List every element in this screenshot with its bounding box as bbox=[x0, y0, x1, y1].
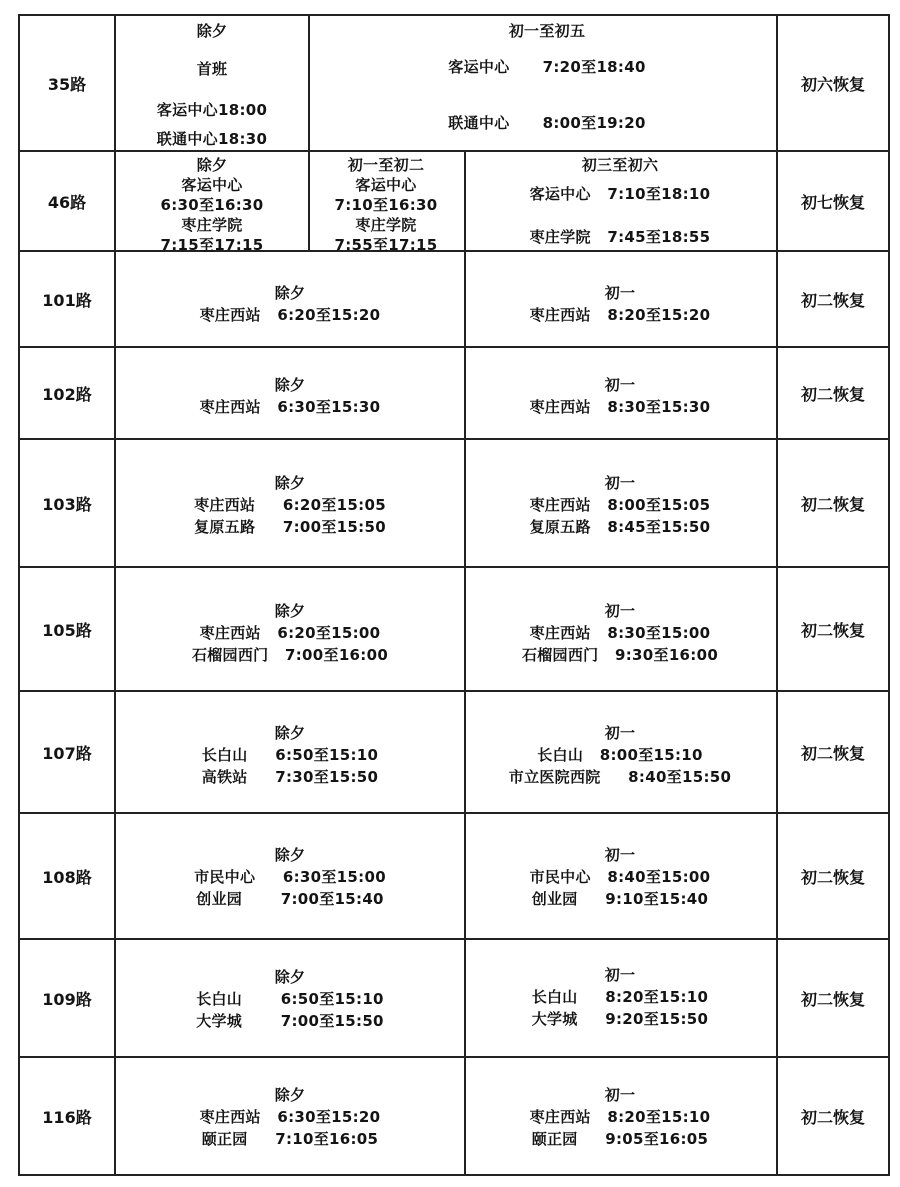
table-row bbox=[20, 1058, 888, 1174]
eve-title: 除夕 bbox=[274, 846, 306, 864]
column-divider bbox=[308, 16, 310, 150]
column-divider bbox=[308, 152, 310, 250]
eve-line: 长白山 6:50至15:10 bbox=[196, 990, 384, 1008]
column-divider bbox=[464, 1058, 466, 1174]
eve-title: 除夕 bbox=[274, 724, 306, 742]
column-divider bbox=[464, 348, 466, 438]
eve-title: 除夕 bbox=[274, 284, 306, 302]
mid-line: 枣庄学院 bbox=[355, 216, 417, 234]
resume-status: 初六恢复 bbox=[776, 16, 888, 150]
mid-line: 客运中心 bbox=[355, 176, 417, 194]
resume-status: 初二恢复 bbox=[776, 1058, 888, 1174]
day1-line: 枣庄西站 8:20至15:10 bbox=[529, 1108, 711, 1126]
route-number: 35路 bbox=[20, 16, 116, 150]
day1-title: 初一 bbox=[604, 846, 636, 864]
eve-title: 除夕 bbox=[274, 602, 306, 620]
mid-title: 初一至初二 bbox=[347, 156, 425, 174]
route-number: 109路 bbox=[20, 940, 116, 1056]
resume-status: 初七恢复 bbox=[776, 152, 888, 250]
eve-line: 6:30至16:30 bbox=[160, 196, 264, 214]
day1-title: 初一 bbox=[604, 284, 636, 302]
day1-line: 长白山 8:20至15:10 bbox=[531, 988, 709, 1006]
column-divider bbox=[464, 568, 466, 690]
eve-title: 除夕 bbox=[196, 22, 228, 40]
eve-line: 复原五路 7:00至15:50 bbox=[194, 518, 386, 536]
eve-line: 枣庄西站 6:30至15:30 bbox=[199, 398, 381, 416]
eve-line: 市民中心 6:30至15:00 bbox=[194, 868, 386, 886]
day1-line: 客运中心 7:20至18:40 bbox=[448, 58, 646, 76]
eve-line: 联通中心18:30 bbox=[156, 130, 268, 148]
column-divider bbox=[464, 692, 466, 812]
resume-status: 初二恢复 bbox=[776, 814, 888, 938]
day1-line: 石榴园西门 9:30至16:00 bbox=[521, 646, 719, 664]
resume-status: 初二恢复 bbox=[776, 348, 888, 438]
eve-title: 除夕 bbox=[274, 968, 306, 986]
day1-line: 复原五路 8:45至15:50 bbox=[529, 518, 711, 536]
table-row bbox=[20, 152, 888, 252]
day1-title: 初一 bbox=[604, 1086, 636, 1104]
day1-line: 颐正园 9:05至16:05 bbox=[531, 1130, 709, 1148]
eve-line: 枣庄西站 6:20至15:05 bbox=[194, 496, 386, 514]
route-number: 107路 bbox=[20, 692, 116, 812]
table-row bbox=[20, 568, 888, 692]
eve-title: 除夕 bbox=[196, 156, 228, 174]
route-number: 116路 bbox=[20, 1058, 116, 1174]
resume-status: 初二恢复 bbox=[776, 568, 888, 690]
eve-title: 除夕 bbox=[274, 1086, 306, 1104]
mid-line: 7:55至17:15 bbox=[334, 236, 438, 254]
day1-line: 枣庄西站 8:30至15:30 bbox=[529, 398, 711, 416]
route-number: 103路 bbox=[20, 440, 116, 566]
eve-subtitle: 首班 bbox=[196, 60, 228, 78]
day1-title: 初一 bbox=[604, 474, 636, 492]
column-divider bbox=[464, 940, 466, 1056]
mid-line: 7:10至16:30 bbox=[334, 196, 438, 214]
route-number: 101路 bbox=[20, 252, 116, 346]
day1-line: 枣庄西站 8:20至15:20 bbox=[529, 306, 711, 324]
route-number: 105路 bbox=[20, 568, 116, 690]
eve-line: 客运中心18:00 bbox=[156, 101, 268, 119]
eve-line: 创业园 7:00至15:40 bbox=[196, 890, 384, 908]
column-divider bbox=[464, 440, 466, 566]
eve-line: 颐正园 7:10至16:05 bbox=[201, 1130, 379, 1148]
table-row bbox=[20, 16, 888, 152]
resume-status: 初二恢复 bbox=[776, 692, 888, 812]
day1-title: 初一 bbox=[604, 376, 636, 394]
eve-line: 枣庄学院 bbox=[181, 216, 243, 234]
day1-line: 大学城 9:20至15:50 bbox=[531, 1010, 709, 1028]
eve-line: 高铁站 7:30至15:50 bbox=[201, 768, 379, 786]
eve-line: 枣庄西站 6:20至15:00 bbox=[199, 624, 381, 642]
day1-line: 客运中心 7:10至18:10 bbox=[529, 185, 711, 203]
column-divider bbox=[464, 152, 466, 250]
eve-line: 7:15至17:15 bbox=[160, 236, 264, 254]
route-number: 108路 bbox=[20, 814, 116, 938]
route-number: 102路 bbox=[20, 348, 116, 438]
table-row bbox=[20, 440, 888, 568]
schedule-table bbox=[18, 14, 890, 1176]
column-divider bbox=[464, 814, 466, 938]
day1-title: 初一 bbox=[604, 724, 636, 742]
day1-line: 联通中心 8:00至19:20 bbox=[448, 114, 646, 132]
column-divider bbox=[464, 252, 466, 346]
resume-status: 初二恢复 bbox=[776, 252, 888, 346]
resume-status: 初二恢复 bbox=[776, 440, 888, 566]
route-number: 46路 bbox=[20, 152, 116, 250]
day1-line: 枣庄学院 7:45至18:55 bbox=[529, 228, 711, 246]
table-row bbox=[20, 814, 888, 940]
day1-title: 初三至初六 bbox=[581, 156, 659, 174]
eve-line: 客运中心 bbox=[181, 176, 243, 194]
day1-line: 枣庄西站 8:30至15:00 bbox=[529, 624, 711, 642]
eve-line: 长白山 6:50至15:10 bbox=[201, 746, 379, 764]
table-row bbox=[20, 940, 888, 1058]
resume-status: 初二恢复 bbox=[776, 940, 888, 1056]
day1-title: 初一 bbox=[604, 966, 636, 984]
eve-line: 石榴园西门 7:00至16:00 bbox=[191, 646, 389, 664]
eve-title: 除夕 bbox=[274, 376, 306, 394]
table-row bbox=[20, 252, 888, 348]
day1-line: 市立医院西院 8:40至15:50 bbox=[508, 768, 732, 786]
day1-line: 创业园 9:10至15:40 bbox=[531, 890, 709, 908]
eve-line: 枣庄西站 6:30至15:20 bbox=[199, 1108, 381, 1126]
eve-line: 枣庄西站 6:20至15:20 bbox=[199, 306, 381, 324]
table-row bbox=[20, 348, 888, 440]
day1-line: 枣庄西站 8:00至15:05 bbox=[529, 496, 711, 514]
table-row bbox=[20, 692, 888, 814]
day1-line: 长白山 8:00至15:10 bbox=[537, 746, 703, 764]
day1-title: 初一至初五 bbox=[508, 22, 586, 40]
day1-line: 市民中心 8:40至15:00 bbox=[529, 868, 711, 886]
eve-line: 大学城 7:00至15:50 bbox=[196, 1012, 384, 1030]
day1-title: 初一 bbox=[604, 602, 636, 620]
eve-title: 除夕 bbox=[274, 474, 306, 492]
